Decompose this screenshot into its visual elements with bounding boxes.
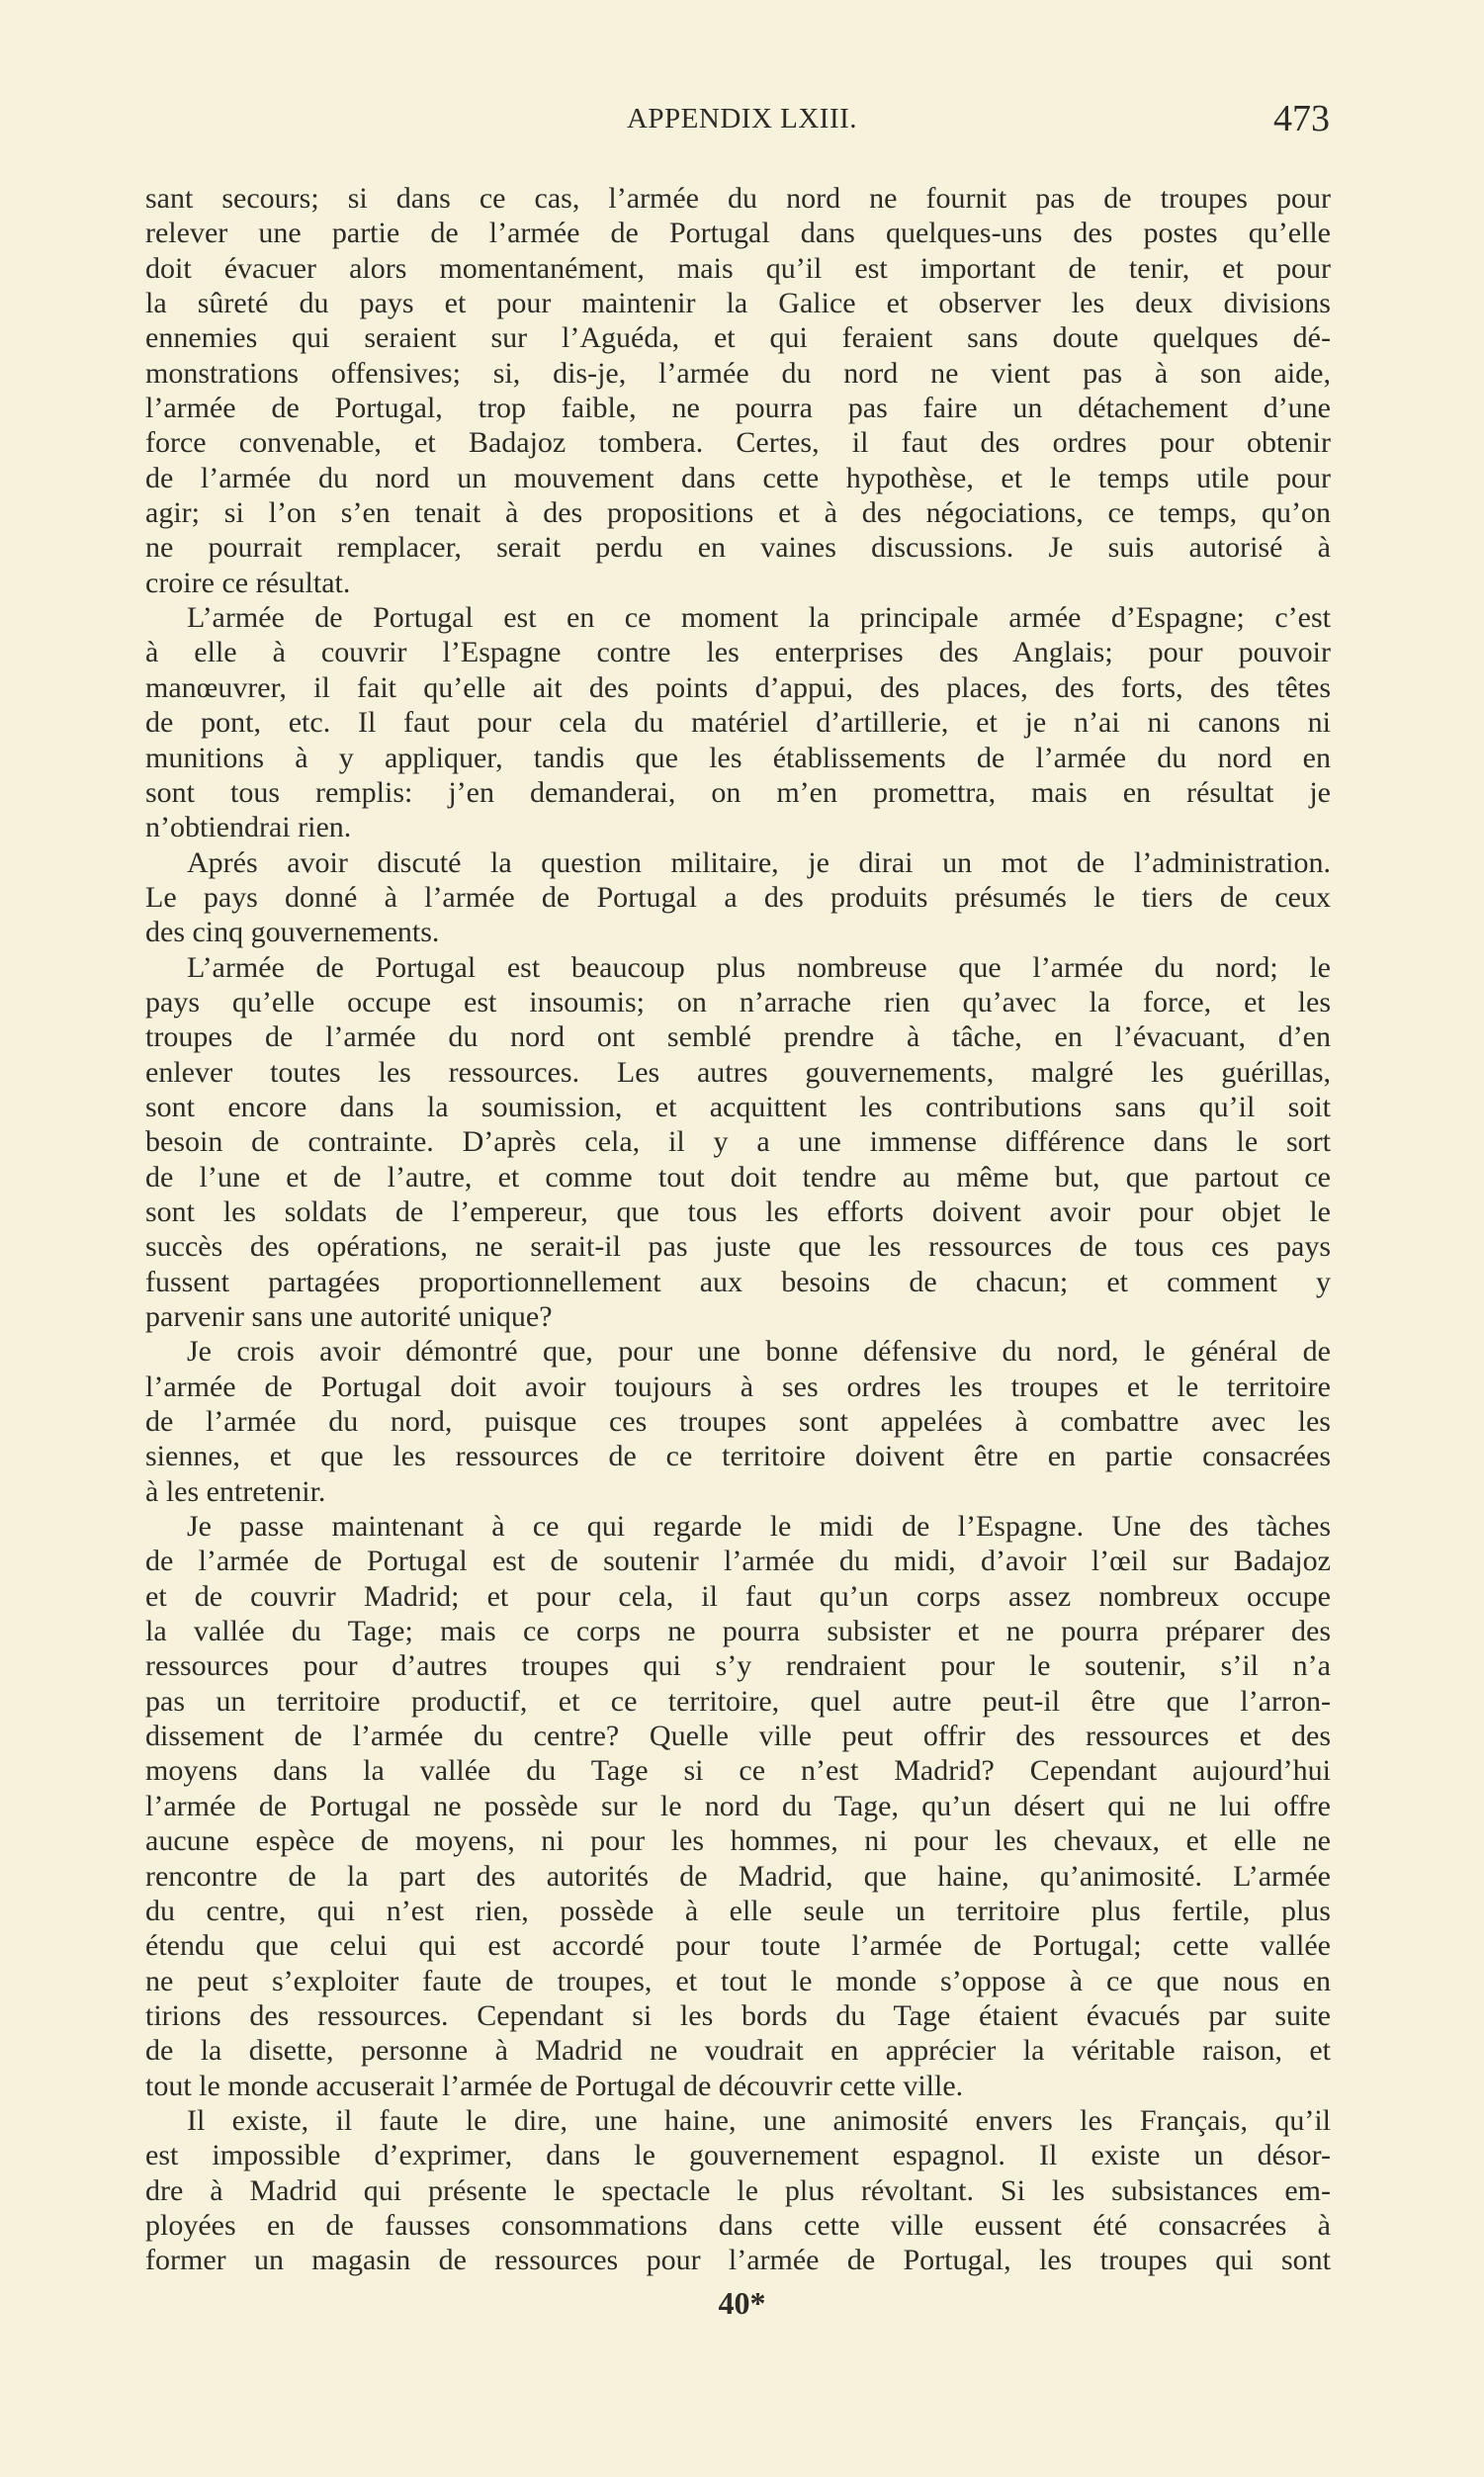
- text-line: moyens dans la vallée du Tage si ce n’est Madrid? Cependant aujourd’hui: [145, 1754, 1331, 1788]
- text-line: de la disette, personne à Madrid ne voudrait en apprécier la véritable raison, et: [145, 2034, 1331, 2068]
- text-line: sant secours; si dans ce cas, l’armée du nord ne fournit pas de troupes pour: [145, 182, 1331, 215]
- text-line: des cinq gouvernements.: [145, 916, 440, 949]
- text-line: l’armée de Portugal ne possède sur le nord du Tage, qu’un désert qui ne lui offre: [145, 1789, 1331, 1822]
- text-line: la vallée du Tage; mais ce corps ne pourra subsister et ne pourra préparer des: [145, 1615, 1331, 1648]
- body-text: [145, 181, 1331, 2278]
- text-line: monstrations offensives; si, dis-je, l’armée du nord ne vient pas à son aide,: [145, 356, 1331, 390]
- text-line: troupes de l’armée du nord ont semblé prendre à tâche, en l’évacuant, d’en: [145, 1020, 1331, 1054]
- text-line: de l’une et de l’autre, et comme tout doit tendre au même but, que partout ce: [145, 1160, 1331, 1194]
- text-line: former un magasin de ressources pour l’armée de Portugal, les troupes qui sont: [145, 2244, 1331, 2277]
- text-line: dre à Madrid qui présente le spectacle le plus révoltant. Si les subsistances em-: [145, 2173, 1331, 2207]
- page-number: 473: [1273, 98, 1330, 139]
- text-line: rencontre de la part des autorités de Madrid, que haine, qu’animosité. L’armée: [145, 1859, 1331, 1893]
- paragraph: [145, 2103, 1331, 2278]
- text-line: tirions des ressources. Cependant si les bords du Tage étaient évacués par suite: [145, 1998, 1331, 2032]
- text-line: pas un territoire productif, et ce territoire, quel autre peut-il être que l’arron-: [145, 1684, 1331, 1718]
- text-line: ne pourrait remplacer, serait perdu en vaines discussions. Je suis autorisé à: [145, 531, 1331, 565]
- paragraph: [145, 1509, 1331, 2103]
- text-line: Il existe, il faute le dire, une haine, une animosité envers les Français, qu’il: [187, 2103, 1331, 2137]
- text-line: L’armée de Portugal est en ce moment la principale armée d’Espagne; c’est: [187, 601, 1331, 635]
- paragraph: [145, 1334, 1331, 1509]
- text-line: à les entretenir.: [145, 1474, 326, 1508]
- text-line: Je crois avoir démontré que, pour une bonne défensive du nord, le général de: [187, 1335, 1331, 1369]
- text-line: tout le monde accuserait l’armée de Portugal de découvrir cette ville.: [145, 2069, 964, 2102]
- text-line: manœuvrer, il fait qu’elle ait des points d’appui, des places, des forts, des têtes: [145, 670, 1331, 704]
- text-line: ne peut s’exploiter faute de troupes, et tout le monde s’oppose à ce que nous en: [145, 1964, 1331, 1997]
- text-line: succès des opérations, ne serait-il pas juste que les ressources de tous ces pays: [145, 1230, 1331, 1264]
- text-line: siennes, et que les ressources de ce territoire doivent être en partie consacrées: [145, 1440, 1331, 1473]
- text-line: la sûreté du pays et pour maintenir la Galice et observer les deux divisions: [145, 287, 1331, 320]
- text-line: l’armée de Portugal, trop faible, ne pourra pas faire un détachement d’une: [145, 392, 1331, 425]
- text-line: du centre, qui n’est rien, possède à elle seule un territoire plus fertile, plus: [145, 1894, 1331, 1927]
- text-line: Le pays donné à l’armée de Portugal a des produits présumés le tiers de ceux: [145, 880, 1331, 914]
- text-line: croire ce résultat.: [145, 566, 351, 599]
- text-line: est impossible d’exprimer, dans le gouvernement espagnol. Il existe un désor-: [145, 2139, 1331, 2172]
- text-line: dissement de l’armée du centre? Quelle ville peut offrir des ressources et des: [145, 1720, 1331, 1753]
- text-line: Aprés avoir discuté la question militaire, je dirai un mot de l’administration.: [187, 845, 1331, 879]
- text-line: agir; si l’on s’en tenait à des propositions et à des négociations, ce temps, qu’on: [145, 496, 1331, 530]
- text-line: fussent partagées proportionnellement aux besoins de chacun; et comment y: [145, 1265, 1331, 1298]
- text-line: Je passe maintenant à ce qui regarde le midi de l’Espagne. Une des tàches: [187, 1510, 1331, 1544]
- text-line: relever une partie de l’armée de Portugal dans quelques-uns des postes qu’elle: [145, 217, 1331, 250]
- text-line: enlever toutes les ressources. Les autres gouvernements, malgré les guérillas,: [145, 1055, 1331, 1089]
- paragraph: [145, 845, 1331, 950]
- text-line: pays qu’elle occupe est insoumis; on n’arrache rien qu’avec la force, et les: [145, 985, 1331, 1018]
- text-line: munitions à y appliquer, tandis que les établissements de l’armée du nord en: [145, 741, 1331, 774]
- running-head-title: APPENDIX LXIII.: [626, 103, 858, 134]
- text-line: ployées en de fausses consommations dans cette ville eussent été consacrées à: [145, 2208, 1331, 2242]
- text-line: de l’armée de Portugal est de soutenir l’armée du midi, d’avoir l’œil sur Badajoz: [145, 1545, 1331, 1578]
- text-line: aucune espèce de moyens, ni pour les hommes, ni pour les chevaux, et elle ne: [145, 1824, 1331, 1858]
- paragraph: [145, 181, 1331, 600]
- text-line: L’armée de Portugal est beaucoup plus nombreuse que l’armée du nord; le: [187, 950, 1331, 984]
- text-line: besoin de contrainte. D’après cela, il y a une immense différence dans le sort: [145, 1125, 1331, 1159]
- text-line: ressources pour d’autres troupes qui s’y rendraient pour le soutenir, s’il n’a: [145, 1649, 1331, 1683]
- text-line: de l’armée du nord un mouvement dans cette hypothèse, et le temps utile pour: [145, 461, 1331, 494]
- text-line: sont tous remplis: j’en demanderai, on m’en promettra, mais en résultat je: [145, 775, 1331, 809]
- paragraph: [145, 600, 1331, 844]
- text-line: doit évacuer alors momentanément, mais qu’il est important de tenir, et pour: [145, 251, 1331, 285]
- text-line: ennemies qui seraient sur l’Aguéda, et qui feraient sans doute quelques dé-: [145, 321, 1331, 355]
- text-line: force convenable, et Badajoz tombera. Certes, il faut des ordres pour obtenir: [145, 426, 1331, 460]
- signature-mark: 40*: [718, 2285, 766, 2321]
- paragraph: [145, 950, 1331, 1335]
- text-line: sont encore dans la soumission, et acquittent les contributions sans qu’il soit: [145, 1090, 1331, 1123]
- text-line: de pont, etc. Il faut pour cela du matériel d’artillerie, et je n’ai ni canons ni: [145, 706, 1331, 740]
- text-line: n’obtiendrai rien.: [145, 811, 352, 844]
- text-line: sont les soldats de l’empereur, que tous les efforts doivent avoir pour objet le: [145, 1194, 1331, 1228]
- text-line: parvenir sans une autorité unique?: [145, 1300, 553, 1333]
- text-line: et de couvrir Madrid; et pour cela, il faut qu’un corps assez nombreux occupe: [145, 1579, 1331, 1613]
- text-line: l’armée de Portugal doit avoir toujours à ses ordres les troupes et le territoire: [145, 1370, 1331, 1403]
- text-line: étendu que celui qui est accordé pour toute l’armée de Portugal; cette vallée: [145, 1929, 1331, 1963]
- text-line: à elle à couvrir l’Espagne contre les enterprises des Anglais; pour pouvoir: [145, 636, 1331, 669]
- text-line: de l’armée du nord, puisque ces troupes sont appelées à combattre avec les: [145, 1405, 1331, 1439]
